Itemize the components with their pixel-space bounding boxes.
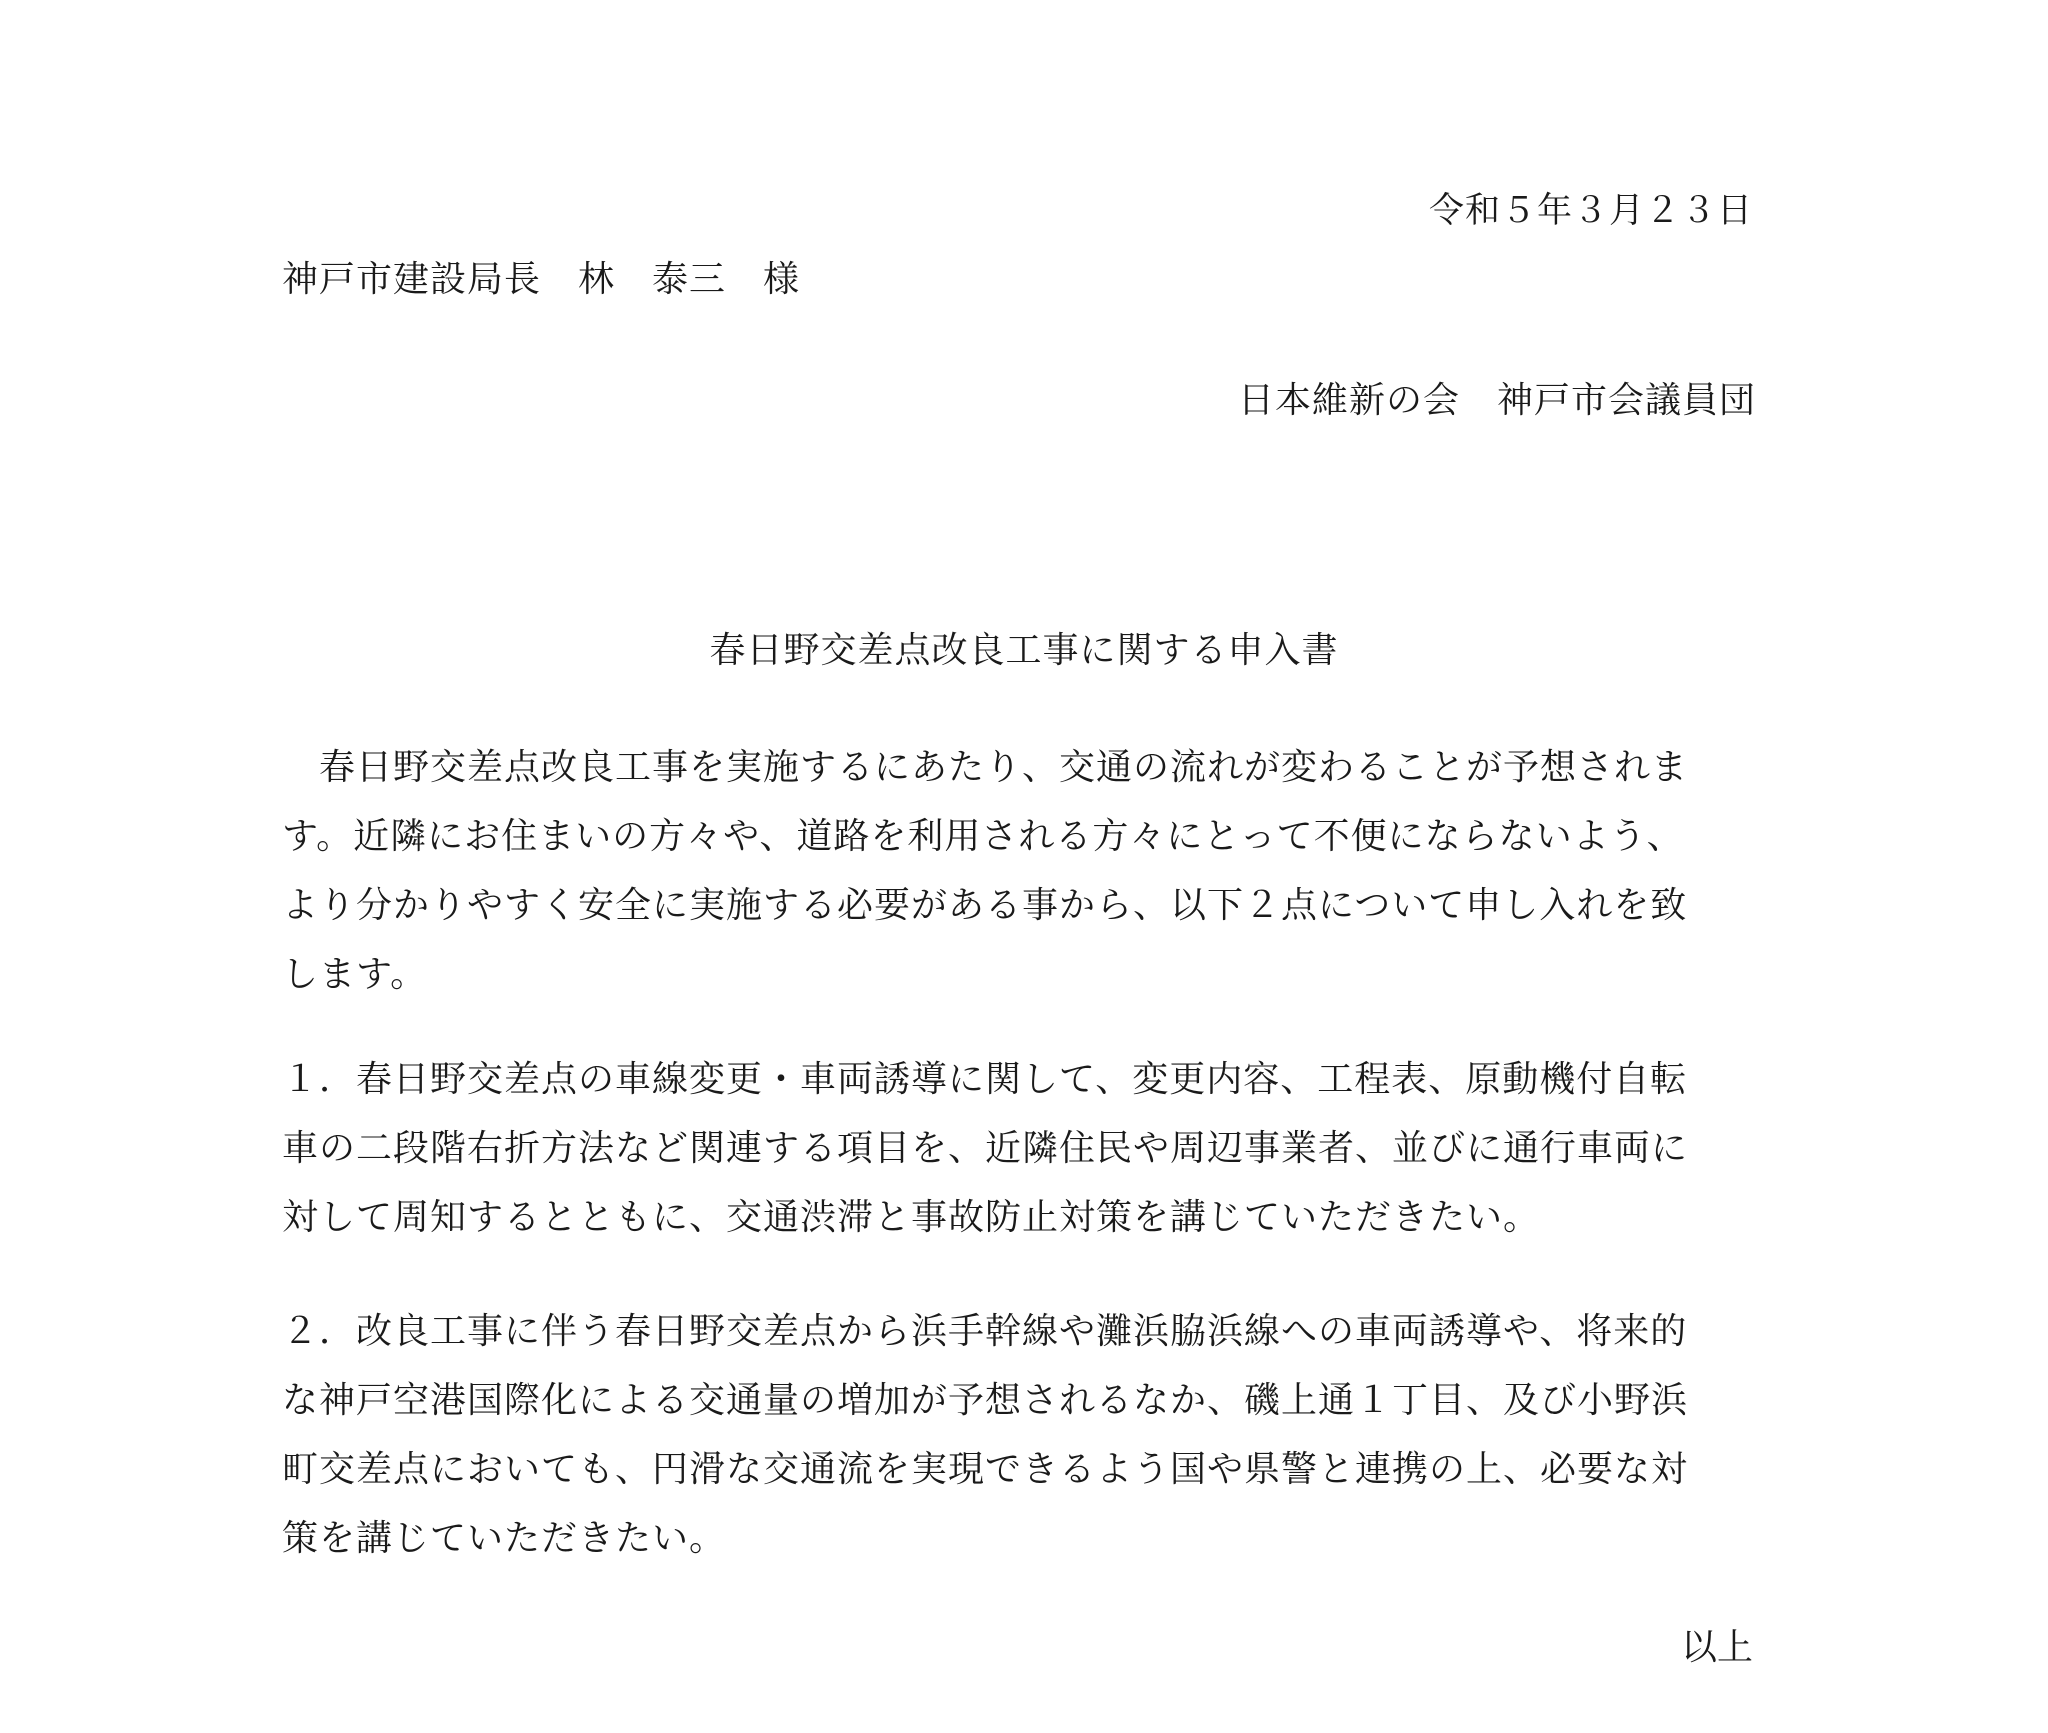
paragraph-line: 策を講じていただきたい。 bbox=[282, 1518, 727, 1559]
paragraph-line: します。 bbox=[282, 954, 428, 995]
request-item-2 bbox=[282, 1297, 1762, 1573]
paragraph-line: 春日野交差点改良工事を実施するにあたり、交通の流れが変わることが予想されま bbox=[282, 747, 1689, 788]
addressee: 神戸市建設局長 林 泰三 様 bbox=[282, 259, 801, 300]
paragraph-line: ２．改良工事に伴う春日野交差点から浜手幹線や灘浜脇浜線への車両誘導や、将来的 bbox=[282, 1311, 1688, 1352]
closing-mark: 以上 bbox=[1680, 1627, 1753, 1668]
paragraph-line: な神戸空港国際化による交通量の増加が予想されるなか、磯上通１丁目、及び小野浜 bbox=[282, 1380, 1689, 1421]
paragraph-line: す。近隣にお住まいの方々や、道路を利用される方々にとって不便にならないよう、 bbox=[282, 816, 1684, 857]
document-date: 令和５年３月２３日 bbox=[1428, 191, 1753, 231]
document-title: 春日野交差点改良工事に関する申入書 bbox=[709, 630, 1339, 671]
paragraph-line: より分かりやすく安全に実施する必要がある事から、以下２点について申し入れを致 bbox=[282, 885, 1688, 926]
paragraph-line: 車の二段階右折方法など関連する項目を、近隣住民や周辺事業者、並びに通行車両に bbox=[282, 1128, 1689, 1169]
paragraph-line: 町交差点においても、円滑な交通流を実現できるよう国や県警と連携の上、必要な対 bbox=[282, 1449, 1689, 1490]
paragraph-line: 対して周知するとともに、交通渋滞と事故防止対策を講じていただきたい。 bbox=[282, 1197, 1541, 1238]
sender: 日本維新の会 神戸市会議員団 bbox=[1237, 380, 1756, 421]
paragraph-line: １．春日野交差点の車線変更・車両誘導に関して、変更内容、工程表、原動機付自転 bbox=[282, 1059, 1688, 1100]
request-item-1 bbox=[282, 1045, 1762, 1252]
intro-paragraph bbox=[282, 733, 1762, 1009]
